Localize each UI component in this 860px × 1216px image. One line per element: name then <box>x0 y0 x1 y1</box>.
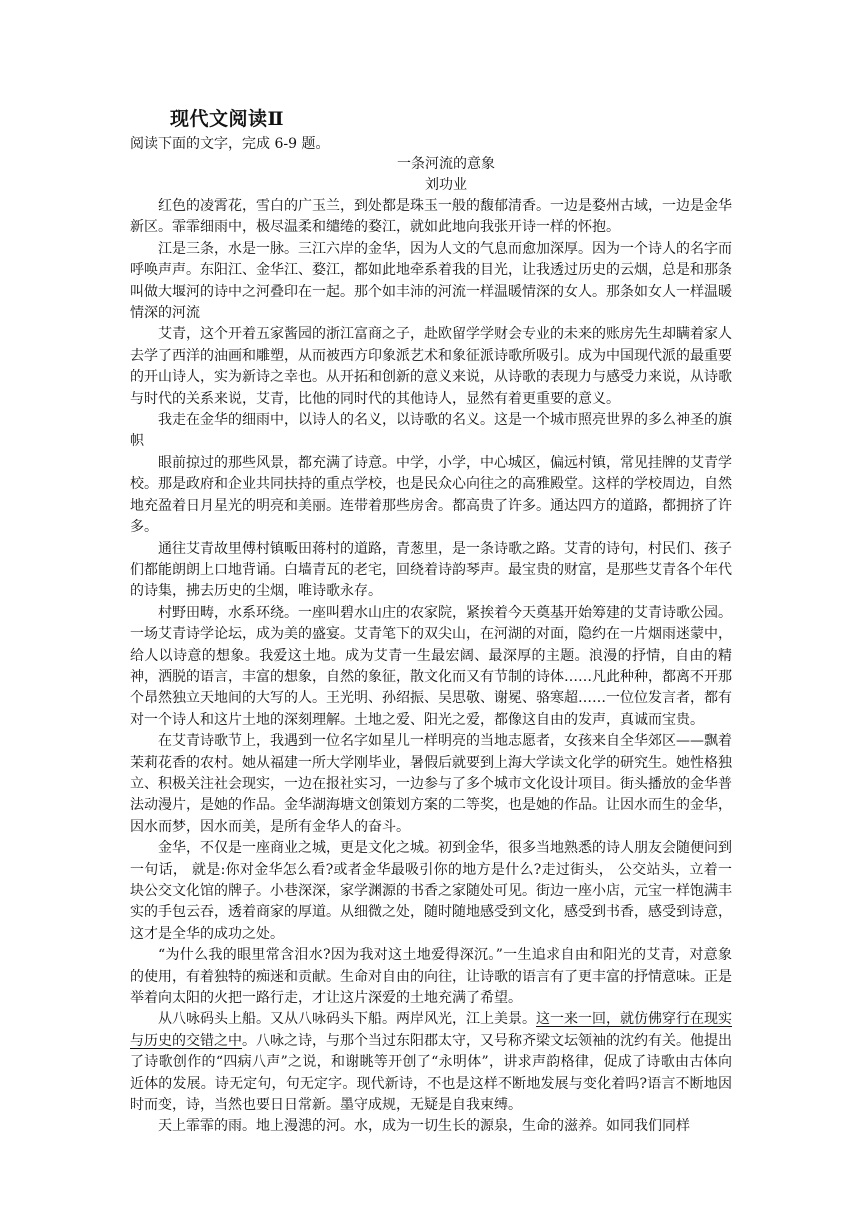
paragraph-with-underline <box>130 1009 732 1116</box>
section-title: 现代文阅读Ⅱ <box>170 108 285 130</box>
paragraph: 红色的凌霄花，雪白的广玉兰，到处都是珠玉一般的馥郁清香。一边是婺州古域，一边是金华新区。霏霏细雨中，极尽温柔和缱绻的婺江，就如此地向我张开诗一样的怀抱。 <box>130 198 732 236</box>
paragraph: 村野田畴，水系环绕。一座叫碧水山庄的农家院，紧挨着今天奠基开始筹建的艾青诗歌公园。一场艾青诗学论坛，成为美的盛宴。艾青笔下的双尖山，在河湖的对面，隐约在一片烟雨迷蒙中，给人以诗意的想象。我爱这土地。成为艾青一生最宏阔、最深厚的主题。浪漫的抒情，自由的精神，洒脱的语言，丰富的想象，自然的象征，散文化而又有节制的诗体……凡此种种，都离不开那个昂然独立天地间的大写的人。王光明、孙绍振、吴思敬、谢冕、骆寒超……一位位发言者，都有对一个诗人和这片土地的深刻理解。土地之爱、阳光之爱，都像这自由的发声，真诚而宝贵。 <box>130 604 732 728</box>
paragraph: 金华，不仅是一座商业之城，更是文化之城。初到金华，很多当地熟悉的诗人朋友会随便问到一句话， 就是:你对金华怎么看?或者金华最吸引你的地方是什么?走过街头， 公交站头，立着一块公交文化馆的牌子。小巷深深，家学渊源的书香之家随处可见。街边一座小店，元宝一样饱满丰实的手包云吞，透着商家的厚道。从细微之处，随时随地感受到文化，感受到书香，感受到诗意，这才是全华的成功之处。 <box>130 840 732 942</box>
paragraph: “为什么我的眼里常含泪水?因为我对这土地爱得深沉。”一生追求自由和阳光的艾青，对意象的使用，有着独特的痴迷和贡献。生命对自由的向往，让诗歌的语言有了更丰富的抒情意味。正是举着向太阳的火把一路行走，才让这片深爱的土地充满了希望。 <box>130 947 732 1007</box>
article-author: 刘功业 <box>425 177 467 193</box>
paragraph-text-after: 。八咏之诗，与那个当过东阳郡太守，又号称齐梁文坛领袖的沈约有关。他提出了诗歌创作的“四病八声”之说，和谢眺等开创了“永明体”，讲求声韵格律，促成了诗歌由古体向近体的发展。诗无定句，句无定字。现代新诗，不也是这样不断地发展与变化着吗?语言不断地因时而变，诗，当然也要日日常新。墨守成规，无疑是自我束缚。 <box>130 1032 732 1114</box>
paragraph: 我走在金华的细雨中，以诗人的名义，以诗歌的名义。这是一个城市照亮世界的多么神圣的旗帜 <box>130 412 732 450</box>
article-title: 一条河流的意象 <box>397 156 495 172</box>
paragraph: 通往艾青故里傅村镇畈田蒋村的道路，青葱里，是一条诗歌之路。艾青的诗句，村民们、孩子们都能朗朗上口地背诵。白墙青瓦的老宅，回绕着诗韵琴声。最宝贵的财富，是那些艾青各个年代的诗集，拂去历史的尘烟，唯诗歌永存。 <box>130 540 732 600</box>
paragraph-text-before: 从八咏码头上船。又从八咏码头下船。两岸风光，江上美景。 <box>158 1011 536 1028</box>
document-page <box>130 104 732 1138</box>
paragraph-last: 天上霏霏的雨。地上漫漶的河。水，成为一切生长的源泉，生命的滋养。如同我们同样 <box>158 1118 690 1135</box>
instruction-text: 阅读下面的文字，完成 6-9 题。 <box>130 136 330 152</box>
paragraph: 江是三条，水是一脉。三江六岸的金华，因为人文的气息而愈加深厚。因为一个诗人的名字而呼唤声声。东阳江、金华江、婺江，都如此地牵系着我的目光，让我透过历史的云烟，总是和那条叫做大堰河的诗中之河叠印在一起。那个如丰沛的河流一样温暖情深的女人。那条如女人一样温暖情深的河流 <box>130 240 732 322</box>
paragraph: 眼前掠过的那些风景，都充满了诗意。中学，小学，中心城区，偏远村镇，常见挂牌的艾青学校。那是政府和企业共同扶持的重点学校，也是民众心向往之的高雅殿堂。这样的学校周边，自然地充盈着日月星光的明亮和美丽。连带着那些房舍。都高贵了许多。通达四方的道路，都拥挤了许多。 <box>130 454 732 536</box>
paragraph: 在艾青诗歌节上，我遇到一位名字如星儿一样明亮的当地志愿者，女孩来自全华郊区——飘着茉莉花香的农村。她从福建一所大学刚毕业，暑假后就要到上海大学读文化学的研究生。她性格独立、积极关注社会现实，一边在报社实习，一边参与了多个城市文化设计项目。街头播放的金华普法动漫片，是她的作品。金华湖海塘文创策划方案的二等奖，也是她的作品。让因水而生的金华，因水而梦，因水而美，是所有金华人的奋斗。 <box>130 733 732 835</box>
paragraph: 艾青，这个开着五家酱园的浙江富商之子，赴欧留学学财会专业的未来的账房先生却瞒着家人去学了西洋的油画和雕塑，从而被西方印象派艺术和象征派诗歌所吸引。成为中国现代派的最重要的开山诗人，实为新诗之幸也。从开拓和创新的意义来说，从诗歌的表现力与感受力来说，从诗歌与时代的关系来说，艾青，比他的同时代的其他诗人，显然有着更重要的意义。 <box>130 326 732 407</box>
underlined-sentence: 这一来一回，就仿佛穿行在现实与历史的交错之中 <box>130 1011 732 1049</box>
